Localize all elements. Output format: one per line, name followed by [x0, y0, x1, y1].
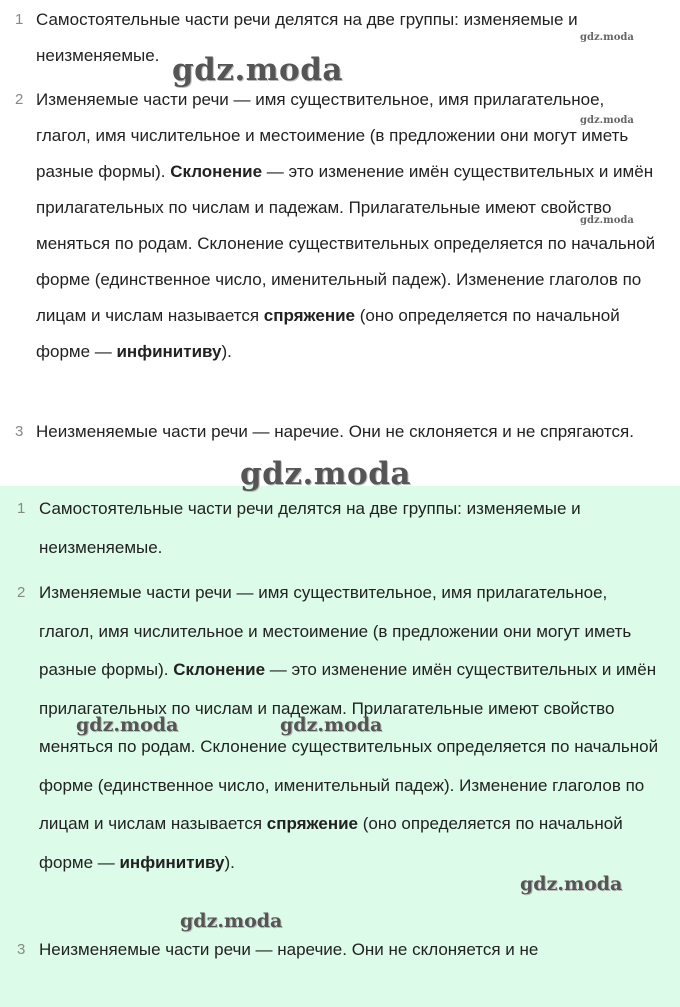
watermark: gdz.moda: [580, 115, 634, 126]
list-item-3: [0, 414, 680, 450]
term-infinitive: инфинитиву: [119, 852, 225, 872]
term-infinitive: инфинитиву: [116, 342, 222, 361]
list-item-1: [0, 490, 680, 567]
answer-list-top: [0, 0, 680, 486]
watermark: gdz.moda: [240, 456, 411, 492]
watermark: gdz.moda: [76, 714, 179, 736]
watermark: gdz.moda: [280, 714, 383, 736]
list-item-2: [0, 82, 680, 370]
term-declension: Склонение: [173, 660, 266, 679]
item-number: 3: [17, 941, 26, 958]
item-text: Самостоятельные части речи делятся на две группы: изменяемые и неизменяемые.: [39, 499, 581, 557]
term-declension: Склонение: [170, 162, 263, 181]
list-item-3: [0, 931, 680, 970]
watermark: gdz.moda: [520, 873, 623, 895]
item-number: 1: [15, 11, 24, 28]
item-text: Самостоятельные части речи делятся на две группы: изменяемые и неизменяемые.: [36, 10, 578, 65]
item-number: 2: [17, 584, 26, 601]
watermark: gdz.moda: [172, 52, 343, 88]
item-text: Неизменяемые части речи — наречие. Они не склоняется и не спрягаются.: [36, 422, 634, 441]
list-item-1: [0, 2, 680, 74]
item-number: 1: [17, 500, 26, 517]
list-item-2: [0, 574, 680, 882]
item-text: Неизменяемые части речи — наречие. Они не склоняется и не: [39, 940, 539, 959]
term-conjugation: спряжение: [263, 306, 356, 325]
item-number: 3: [15, 423, 24, 440]
term-conjugation: спряжение: [266, 814, 359, 833]
watermark: gdz.moda: [180, 910, 283, 932]
item-text: Изменяемые части речи — имя существительное, имя прилагательное, глагол, имя числительное и местоимение (в предложении они могут иметь разные формы). Склонение — это изменение имён существительных и имён прилагательных по числам и падежам. Прилагательные имеют свойство меняться по родам. Склонение существительных определяется по начальной форме (единственное число, именительный падеж). Изменение глаголов по лицам и числам называется спряжение (оно определяется по начальной форме — инфинитиву).: [39, 583, 659, 872]
watermark: gdz.moda: [580, 215, 634, 226]
answer-list-highlighted: [0, 486, 680, 1007]
watermark: gdz.moda: [580, 32, 634, 43]
item-number: 2: [15, 91, 24, 108]
item-text: Изменяемые части речи — имя существительное, имя прилагательное, глагол, имя числительное и местоимение (в предложении они могут иметь разные формы). Склонение — это изменение имён существительных и имён прилагательных по числам и падежам. Прилагательные имеют свойство меняться по родам. Склонение существительных определяется по начальной форме (единственное число, именительный падеж). Изменение глаголов по лицам и числам называется спряжение (оно определяется по начальной форме — инфинитиву).: [36, 90, 656, 361]
